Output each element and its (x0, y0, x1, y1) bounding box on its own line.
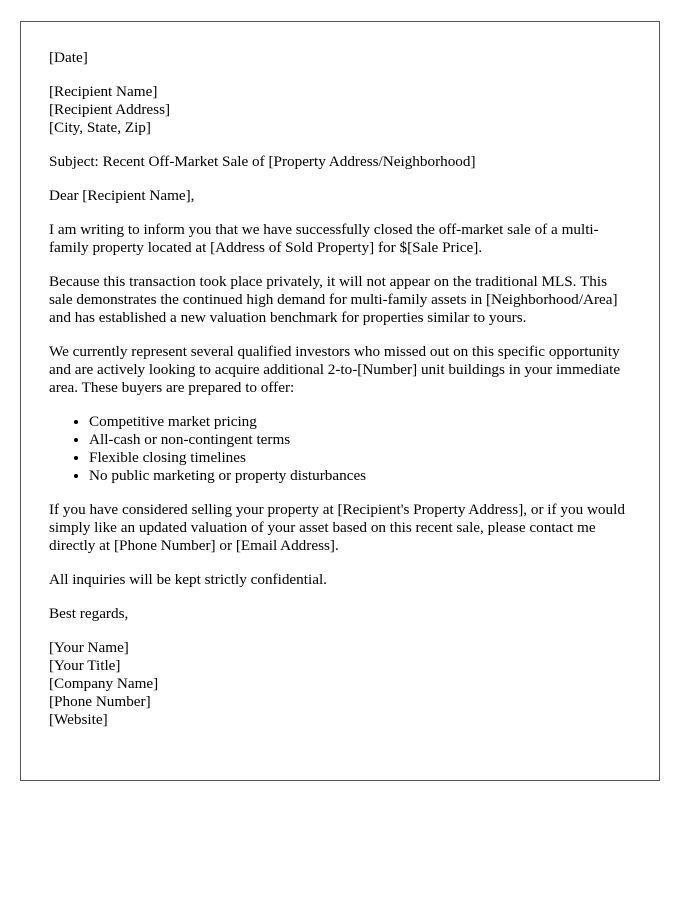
signature-name: [Your Name] (49, 639, 129, 656)
list-item: • Flexible closing timelines (89, 449, 631, 467)
body-paragraph-3: We currently represent several qualified investors who missed out on this specific opportunity and are actively looking to acquire additional 2-to-[Number] unit buildings in your immediate area. These buyers are prepared to offer: (49, 343, 621, 396)
body-paragraph-1: I am writing to inform you that we have successfully closed the off-market sale of a multi-family property located at [Address of Sold Property] for $[Sale Price]. (49, 221, 599, 256)
offer-list (49, 413, 631, 485)
signature-title: [Your Title] (49, 657, 121, 674)
salutation: Dear [Recipient Name], (49, 187, 195, 204)
signature-phone: [Phone Number] (49, 693, 151, 710)
signature-website: [Website] (49, 711, 108, 728)
list-item: • All-cash or non-contingent terms (89, 431, 631, 449)
recipient-name: [Recipient Name] (49, 83, 158, 100)
recipient-block (49, 83, 631, 137)
list-item: • Competitive market pricing (89, 413, 631, 431)
recipient-city-state-zip: [City, State, Zip] (49, 119, 151, 136)
signature-block (49, 639, 631, 729)
subject-line: Subject: Recent Off-Market Sale of [Property Address/Neighborhood] (49, 153, 476, 170)
date-block (49, 49, 631, 67)
closing-paragraph-1: If you have considered selling your property at [Recipient's Property Address], or if you would simply like an updated valuation of your asset based on this recent sale, please contact me directly at [Phone Number] or [Email Address]. (49, 501, 625, 554)
letter-page (20, 21, 660, 781)
signoff: Best regards, (49, 605, 129, 622)
closing-paragraph-2: All inquiries will be kept strictly confidential. (49, 571, 327, 588)
recipient-address: [Recipient Address] (49, 101, 171, 118)
signature-company: [Company Name] (49, 675, 159, 692)
list-item: • No public marketing or property disturbances (89, 467, 631, 485)
letter-date: [Date] (49, 49, 88, 66)
body-paragraph-2: Because this transaction took place privately, it will not appear on the traditional MLS. This sale demonstrates the continued high demand for multi-family assets in [Neighborhood/Area] and has established a new valuation benchmark for properties similar to yours. (49, 273, 618, 326)
